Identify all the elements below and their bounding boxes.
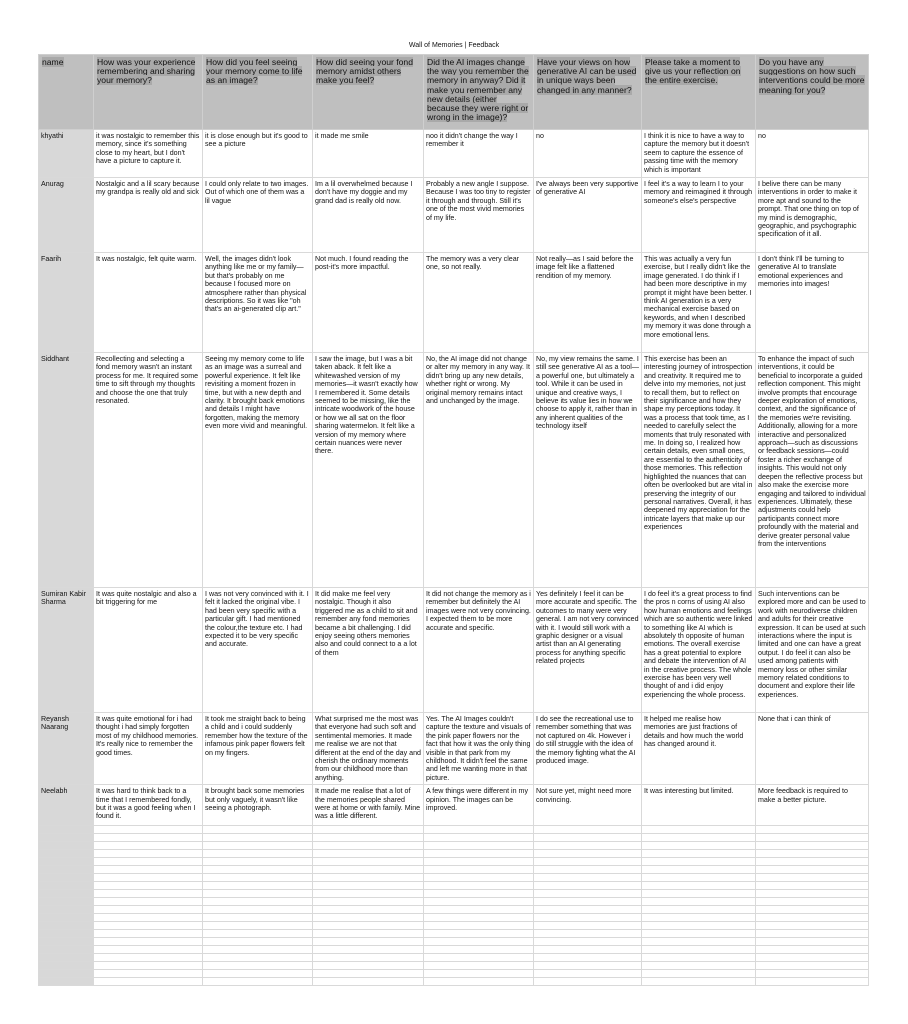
- empty-cell[interactable]: [39, 898, 94, 906]
- empty-cell[interactable]: [534, 890, 642, 898]
- empty-cell[interactable]: [313, 834, 424, 842]
- empty-cell[interactable]: [313, 890, 424, 898]
- empty-cell[interactable]: [203, 882, 313, 890]
- empty-cell[interactable]: [424, 946, 534, 954]
- empty-cell[interactable]: [203, 946, 313, 954]
- name-cell[interactable]: Anurag: [39, 178, 94, 253]
- empty-row: [39, 874, 869, 882]
- table-cell[interactable]: no: [534, 130, 642, 178]
- empty-cell[interactable]: [203, 970, 313, 978]
- table-cell[interactable]: Such interventions can be explored more and can be used to work with neurodiverse children and adults for their creative expression. It can be used at such interactions where the input is limited and one can have a great output. I do feel it can also be used among patients with memory loss or other similar memory related conditions to document and explore their life experiences.: [756, 588, 869, 713]
- empty-cell[interactable]: [756, 826, 869, 834]
- table-cell[interactable]: Not sure yet, might need more convincing.: [534, 785, 642, 826]
- empty-cell[interactable]: [642, 874, 756, 882]
- table-cell[interactable]: None that i can think of: [756, 713, 869, 785]
- empty-cell[interactable]: [94, 954, 203, 962]
- table-cell[interactable]: This was actually a very fun exercise, but I really didn't like the image generated. I do think if I had been more descriptive in my prompt it might have been better. I think AI generation is a very mechanical exercise based on keywords, and when I described my memory it was done through a more emotional lens.: [642, 253, 756, 353]
- empty-row: [39, 978, 869, 986]
- empty-cell[interactable]: [534, 842, 642, 850]
- empty-cell[interactable]: [534, 962, 642, 970]
- empty-cell[interactable]: [642, 882, 756, 890]
- empty-cell[interactable]: [94, 834, 203, 842]
- sheet-title: Wall of Memories | Feedback: [408, 42, 500, 49]
- empty-cell[interactable]: [203, 850, 313, 858]
- empty-cell[interactable]: [756, 882, 869, 890]
- empty-cell[interactable]: [94, 842, 203, 850]
- empty-cell[interactable]: [203, 962, 313, 970]
- empty-cell[interactable]: [313, 946, 424, 954]
- empty-cell[interactable]: [424, 866, 534, 874]
- empty-cell[interactable]: [534, 834, 642, 842]
- table-cell[interactable]: it is close enough but it's good to see a picture: [203, 130, 313, 178]
- table-cell[interactable]: It was quite emotional for i had thought i had simply forgotten most of my childhood memories. It's really nice to remember the good times.: [94, 713, 203, 785]
- empty-cell[interactable]: [313, 842, 424, 850]
- empty-cell[interactable]: [39, 938, 94, 946]
- empty-row: [39, 938, 869, 946]
- table-cell[interactable]: This exercise has been an interesting journey of introspection and creativity. It required me to delve into my memories, not just to recall them, but to reflect on their significance and how they shape my perceptions today. It was a process that took time, as I needed to carefully select the moments that truly resonated with me. In doing so, I realized how certain details, even small ones, are essential to the authenticity of those memories. This reflection highlighted the nuances that can often be overlooked but are vital in preserving the integrity of our personal narratives. Overall, it has deepened my appreciation for the intricate layers that make up our experiences: [642, 353, 756, 588]
- header-cell-image-feeling[interactable]: How did you feel seeing your memory come to life as an image?: [203, 55, 313, 130]
- empty-cell[interactable]: [756, 954, 869, 962]
- empty-cell[interactable]: [313, 930, 424, 938]
- empty-cell[interactable]: [39, 954, 94, 962]
- table-cell[interactable]: It brought back some memories but only vaguely, it wasn't like seeing a photograph.: [203, 785, 313, 826]
- empty-cell[interactable]: [756, 890, 869, 898]
- empty-cell[interactable]: [642, 866, 756, 874]
- empty-cell[interactable]: [424, 978, 534, 986]
- header-cell-reflection[interactable]: Please take a moment to give us your reflection on the entire exercise.: [642, 55, 756, 130]
- empty-cell[interactable]: [424, 906, 534, 914]
- empty-row: [39, 842, 869, 850]
- empty-cell[interactable]: [424, 874, 534, 882]
- table-cell[interactable]: Probably a new angle I suppose. Because I was too tiny to register it through and through. Still it's one of the most vivid memories of my life.: [424, 178, 534, 253]
- table-row: [39, 588, 869, 713]
- table-cell[interactable]: I do see the recreational use to remember something that was not captured on 4k. However i do still struggle with the idea of the memory fighting what the AI produced image.: [534, 713, 642, 785]
- name-cell[interactable]: khyathi: [39, 130, 94, 178]
- empty-cell[interactable]: [756, 842, 869, 850]
- empty-cell[interactable]: [39, 970, 94, 978]
- empty-cell[interactable]: [642, 954, 756, 962]
- table-row: [39, 253, 869, 353]
- empty-cell[interactable]: [642, 962, 756, 970]
- table-cell[interactable]: Not much. I found reading the post-it's more impactful.: [313, 253, 424, 353]
- name-cell[interactable]: Reyansh Naarang: [39, 713, 94, 785]
- empty-cell[interactable]: [756, 962, 869, 970]
- empty-cell[interactable]: [203, 954, 313, 962]
- table-cell[interactable]: Recollecting and selecting a fond memory wasn't an instant process for me. It required some time to sift through my thoughts and choose the one that truly resonated.: [94, 353, 203, 588]
- empty-cell[interactable]: [313, 914, 424, 922]
- table-row: [39, 178, 869, 253]
- empty-cell[interactable]: [534, 858, 642, 866]
- name-cell[interactable]: Faarih: [39, 253, 94, 353]
- header-cell-ai-change[interactable]: Did the AI images change the way you remember the memory in anyway? Did it make you remember any new details (either because they were right or wrong in the image)?: [424, 55, 534, 130]
- empty-cell[interactable]: [94, 826, 203, 834]
- empty-cell[interactable]: [534, 938, 642, 946]
- empty-cell[interactable]: [534, 906, 642, 914]
- table-cell[interactable]: It took me straight back to being a child and i could suddenly remember how the texture of the infamous pink paper flowers felt on my fingers.: [203, 713, 313, 785]
- empty-row: [39, 890, 869, 898]
- table-cell[interactable]: I think it is nice to have a way to capture the memory but it doesn't seem to capture the essence of passing time with the memory which is important: [642, 130, 756, 178]
- table-cell[interactable]: It was nostalgic, felt quite warm.: [94, 253, 203, 353]
- empty-cell[interactable]: [94, 898, 203, 906]
- empty-cell[interactable]: [756, 834, 869, 842]
- empty-cell[interactable]: [756, 922, 869, 930]
- empty-cell[interactable]: [756, 930, 869, 938]
- empty-cell[interactable]: [313, 882, 424, 890]
- empty-cell[interactable]: [203, 890, 313, 898]
- table-cell[interactable]: A few things were different in my opinion. The images can be improved.: [424, 785, 534, 826]
- table-cell[interactable]: noo it didn't change the way I remember it: [424, 130, 534, 178]
- table-cell[interactable]: No, my view remains the same. I still see generative AI as a tool—a powerful one, but ultimately a tool. While it can be used in unique and creative ways, I believe its value lies in how we choose to apply it, rather than in any inherent qualities of the technology itself: [534, 353, 642, 588]
- empty-cell[interactable]: [756, 850, 869, 858]
- header-cell-name[interactable]: name: [39, 55, 94, 130]
- empty-row: [39, 826, 869, 834]
- empty-cell[interactable]: [534, 914, 642, 922]
- empty-cell[interactable]: [534, 930, 642, 938]
- empty-cell[interactable]: [313, 826, 424, 834]
- table-cell[interactable]: Not really—as I said before the image felt like a flattened rendition of my memory.: [534, 253, 642, 353]
- header-cell-experience[interactable]: How was your experience remembering and sharing your memory?: [94, 55, 203, 130]
- empty-cell[interactable]: [642, 978, 756, 986]
- table-cell[interactable]: I saw the image, but I was a bit taken aback. It felt like a whitewashed version of my memories—it wasn't exactly how I remembered it. Some details seemed to be missing, like the intricate woodwork of the house or how we all sat on the floor sharing watermelon. It felt like a version of my memory where certain nuances were never there.: [313, 353, 424, 588]
- table-row: [39, 353, 869, 588]
- empty-cell[interactable]: [94, 914, 203, 922]
- empty-cell[interactable]: [642, 850, 756, 858]
- empty-cell[interactable]: [534, 866, 642, 874]
- empty-cell[interactable]: [203, 914, 313, 922]
- table-cell[interactable]: No, the AI image did not change or alter my memory in any way. It didn't bring up any new details, whether right or wrong. My original memory remains intact and unchanged by the image.: [424, 353, 534, 588]
- empty-cell[interactable]: [424, 890, 534, 898]
- empty-cell[interactable]: [756, 970, 869, 978]
- empty-row: [39, 882, 869, 890]
- empty-cell[interactable]: [94, 906, 203, 914]
- empty-cell[interactable]: [534, 826, 642, 834]
- empty-cell[interactable]: [313, 906, 424, 914]
- table-cell[interactable]: What surprised me the most was that everyone had such soft and sentimental memories. It made me realise we are not that different at the end of the day and cherish the ordinary moments from our childhood more than anything.: [313, 713, 424, 785]
- empty-cell[interactable]: [534, 882, 642, 890]
- empty-cell[interactable]: [313, 874, 424, 882]
- name-cell[interactable]: Siddhant: [39, 353, 94, 588]
- table-cell[interactable]: Yes. The AI Images couldn't capture the texture and visuals of the pink paper flowers nor the fact that how it was the only thing visible in that park from my childhood. It didn't feel the same and left me wanting more in that picture.: [424, 713, 534, 785]
- table-cell[interactable]: I feel it's a way to learn I to your memory and reimagined it through someone's else's perspective: [642, 178, 756, 253]
- table-cell[interactable]: it made me smile: [313, 130, 424, 178]
- empty-cell[interactable]: [203, 834, 313, 842]
- empty-row: [39, 866, 869, 874]
- empty-cell[interactable]: [642, 906, 756, 914]
- empty-cell[interactable]: [424, 898, 534, 906]
- empty-cell[interactable]: [534, 850, 642, 858]
- empty-row: [39, 954, 869, 962]
- empty-cell[interactable]: [756, 866, 869, 874]
- empty-cell[interactable]: [756, 906, 869, 914]
- empty-cell[interactable]: [39, 946, 94, 954]
- empty-cell[interactable]: [39, 858, 94, 866]
- table-cell[interactable]: I don't think I'll be turning to generative AI to translate emotional experiences and memories into images!: [756, 253, 869, 353]
- empty-cell[interactable]: [313, 850, 424, 858]
- empty-row: [39, 858, 869, 866]
- empty-cell[interactable]: [642, 922, 756, 930]
- empty-cell[interactable]: [424, 858, 534, 866]
- empty-cell[interactable]: [203, 874, 313, 882]
- empty-cell[interactable]: [642, 858, 756, 866]
- empty-cell[interactable]: [534, 978, 642, 986]
- empty-cell[interactable]: [203, 978, 313, 986]
- empty-cell[interactable]: [39, 850, 94, 858]
- empty-cell[interactable]: [94, 978, 203, 986]
- table-cell[interactable]: it was nostalgic to remember this memory, since it's something close to my heart, but I don't have a picture to capture it.: [94, 130, 203, 178]
- empty-cell[interactable]: [94, 890, 203, 898]
- empty-cell[interactable]: [424, 930, 534, 938]
- empty-cell[interactable]: [203, 842, 313, 850]
- empty-cell[interactable]: [756, 946, 869, 954]
- empty-cell[interactable]: [424, 970, 534, 978]
- empty-cell[interactable]: [756, 914, 869, 922]
- empty-cell[interactable]: [424, 962, 534, 970]
- empty-row: [39, 970, 869, 978]
- empty-cell[interactable]: [94, 866, 203, 874]
- table-cell[interactable]: Well, the images didn't look anything like me or my family—but that's probably on me because I focused more on atmosphere rather than physical descriptions. So it was like "oh that's an ai-generated clip art.": [203, 253, 313, 353]
- empty-cell[interactable]: [203, 858, 313, 866]
- empty-row: [39, 930, 869, 938]
- empty-cell[interactable]: [94, 882, 203, 890]
- header-cell-amidst-others[interactable]: How did seeing your fond memory amidst others make you feel?: [313, 55, 424, 130]
- empty-row: [39, 906, 869, 914]
- empty-cell[interactable]: [313, 954, 424, 962]
- empty-cell[interactable]: [39, 930, 94, 938]
- table-cell[interactable]: It was quite nostalgic and also a bit triggering for me: [94, 588, 203, 713]
- table-cell[interactable]: no: [756, 130, 869, 178]
- empty-cell[interactable]: [94, 858, 203, 866]
- empty-cell[interactable]: [203, 938, 313, 946]
- table-cell[interactable]: I belive there can be many interventions in order to make it more apt and sound to the prompt. That one thing on top of my mind is demographic, geographic, and psychographic specification of it all.: [756, 178, 869, 253]
- empty-cell[interactable]: [94, 962, 203, 970]
- empty-cell[interactable]: [39, 826, 94, 834]
- empty-cell[interactable]: [424, 882, 534, 890]
- empty-cell[interactable]: [203, 866, 313, 874]
- empty-cell[interactable]: [39, 866, 94, 874]
- empty-cell[interactable]: [756, 858, 869, 866]
- empty-cell[interactable]: [94, 970, 203, 978]
- table-cell[interactable]: It did make me feel very nostalgic. Though it also triggered me as a child to sit and remember any fond memories became a bit challenging. I did enjoy seeing others memories also and could connect to a a lot of them: [313, 588, 424, 713]
- empty-cell[interactable]: [313, 898, 424, 906]
- empty-cell[interactable]: [94, 938, 203, 946]
- empty-row: [39, 850, 869, 858]
- empty-cell[interactable]: [94, 922, 203, 930]
- empty-row: [39, 898, 869, 906]
- empty-cell[interactable]: [39, 874, 94, 882]
- table-cell[interactable]: It was interesting but limited.: [642, 785, 756, 826]
- table-cell[interactable]: I've always been very supportive of generative AI: [534, 178, 642, 253]
- table-cell[interactable]: I do feel it's a great process to find the pros n corns of using AI also how human emotions and feelings which are so authentic were linked to something like AI which is absolutely th opposite of human emotions. The overall exercise has a great potential to explore and debate the intervention of AI in the creative process. The whole exercise has been very well thought of and i did enjoy experiencing the whole process.: [642, 588, 756, 713]
- empty-cell[interactable]: [39, 978, 94, 986]
- table-cell[interactable]: To enhance the impact of such interventions, it could be beneficial to incorporate a guided reflection component. This might involve prompts that encourage deeper exploration of emotions, context, and the significance of the memories we're revisiting. Additionally, allowing for a more interactive and personalized approach—such as discussions or feedback sessions—could foster a richer exchange of insights. This would not only deepen the reflective process but also make the exercise more engaging and tailored to individual experiences. Ultimately, these adjustments could help participants connect more profoundly with the material and derive greater personal value from the interventions: [756, 353, 869, 588]
- table-cell[interactable]: More feedback is required to make a better picture.: [756, 785, 869, 826]
- empty-cell[interactable]: [534, 954, 642, 962]
- empty-cell[interactable]: [642, 834, 756, 842]
- empty-cell[interactable]: [534, 898, 642, 906]
- empty-cell[interactable]: [313, 978, 424, 986]
- empty-cell[interactable]: [39, 890, 94, 898]
- empty-cell[interactable]: [424, 850, 534, 858]
- empty-row: [39, 914, 869, 922]
- table-cell[interactable]: I could only relate to two images. Out of which one of them was a lil vague: [203, 178, 313, 253]
- table-row: [39, 713, 869, 785]
- empty-cell[interactable]: [534, 874, 642, 882]
- table-cell[interactable]: It was hard to think back to a time that I remembered fondly, but it was a good feeling when I found it.: [94, 785, 203, 826]
- empty-cell[interactable]: [424, 922, 534, 930]
- header-cell-suggestions[interactable]: Do you have any suggestions on how such interventions could be more meaning for you?: [756, 55, 869, 130]
- empty-cell[interactable]: [39, 834, 94, 842]
- table-cell[interactable]: Seeing my memory come to life as an image was a surreal and powerful experience. It felt like revisiting a moment frozen in time, but with a new depth and clarity. It brought back emotions and details I might have forgotten, making the memory even more vivid and meaningful.: [203, 353, 313, 588]
- header-row: [39, 55, 869, 130]
- empty-cell[interactable]: [39, 842, 94, 850]
- empty-cell[interactable]: [424, 842, 534, 850]
- empty-cell[interactable]: [424, 826, 534, 834]
- table-cell[interactable]: The memory was a very clear one, so not really.: [424, 253, 534, 353]
- empty-cell[interactable]: [424, 938, 534, 946]
- empty-cell[interactable]: [39, 882, 94, 890]
- table-cell[interactable]: Im a lil overwhelmed because I don't have my doggie and my grand dad is really old now.: [313, 178, 424, 253]
- table-cell[interactable]: It made me realise that a lot of the memories people shared were at home or with family. Mine was a little different.: [313, 785, 424, 826]
- table-cell[interactable]: It helped me realise how memories are just fractions of details and how much the world has changed around it.: [642, 713, 756, 785]
- empty-cell[interactable]: [203, 930, 313, 938]
- empty-cell[interactable]: [424, 954, 534, 962]
- empty-cell[interactable]: [313, 962, 424, 970]
- empty-cell[interactable]: [39, 906, 94, 914]
- empty-cell[interactable]: [424, 834, 534, 842]
- empty-cell[interactable]: [94, 930, 203, 938]
- empty-cell[interactable]: [642, 890, 756, 898]
- empty-cell[interactable]: [94, 874, 203, 882]
- empty-cell[interactable]: [756, 898, 869, 906]
- name-cell[interactable]: Neelabh: [39, 785, 94, 826]
- empty-row: [39, 922, 869, 930]
- empty-cell[interactable]: [642, 938, 756, 946]
- table-cell[interactable]: I was not very convinced with it. I felt it lacked the original vibe. I had been very specific with a particular gift. I had mentioned the colour,the texture etc. I had expected it to be very specific and accurate.: [203, 588, 313, 713]
- empty-cell[interactable]: [424, 914, 534, 922]
- empty-cell[interactable]: [313, 922, 424, 930]
- empty-cell[interactable]: [203, 922, 313, 930]
- empty-cell[interactable]: [94, 946, 203, 954]
- empty-cell[interactable]: [203, 826, 313, 834]
- empty-cell[interactable]: [39, 962, 94, 970]
- empty-cell[interactable]: [642, 970, 756, 978]
- empty-cell[interactable]: [642, 946, 756, 954]
- empty-cell[interactable]: [534, 922, 642, 930]
- table-cell[interactable]: Yes definitely I feel it can be more accurate and specific. The outcomes to many were very general. I am not very convinced with it. I would still work with a graphic designer or a visual artist than an AI generating process for anything specific related projects: [534, 588, 642, 713]
- empty-cell[interactable]: [642, 930, 756, 938]
- table-row: [39, 785, 869, 826]
- empty-cell[interactable]: [94, 850, 203, 858]
- empty-cell[interactable]: [313, 938, 424, 946]
- empty-cell[interactable]: [756, 874, 869, 882]
- feedback-table: [38, 54, 869, 986]
- empty-cell[interactable]: [534, 946, 642, 954]
- empty-cell[interactable]: [534, 970, 642, 978]
- empty-cell[interactable]: [39, 914, 94, 922]
- empty-row: [39, 834, 869, 842]
- empty-cell[interactable]: [313, 866, 424, 874]
- header-cell-views-changed[interactable]: Have your views on how generative AI can be used in unique ways been changed in any manner?: [534, 55, 642, 130]
- empty-cell[interactable]: [313, 970, 424, 978]
- empty-cell[interactable]: [203, 898, 313, 906]
- empty-cell[interactable]: [756, 978, 869, 986]
- empty-cell[interactable]: [203, 906, 313, 914]
- empty-cell[interactable]: [642, 914, 756, 922]
- empty-cell[interactable]: [642, 842, 756, 850]
- empty-cell[interactable]: [642, 826, 756, 834]
- empty-row: [39, 962, 869, 970]
- empty-cell[interactable]: [642, 898, 756, 906]
- table-row: [39, 130, 869, 178]
- empty-cell[interactable]: [39, 922, 94, 930]
- table-cell[interactable]: It did not change the memory as i remember but definitely the AI images were not very convincing. I expected them to be more accurate and specific.: [424, 588, 534, 713]
- empty-cell[interactable]: [756, 938, 869, 946]
- empty-cell[interactable]: [313, 858, 424, 866]
- empty-row: [39, 946, 869, 954]
- table-cell[interactable]: Nostalgic and a lil scary because my grandpa is really old and sick: [94, 178, 203, 253]
- name-cell[interactable]: Sumiran Kabir Sharma: [39, 588, 94, 713]
